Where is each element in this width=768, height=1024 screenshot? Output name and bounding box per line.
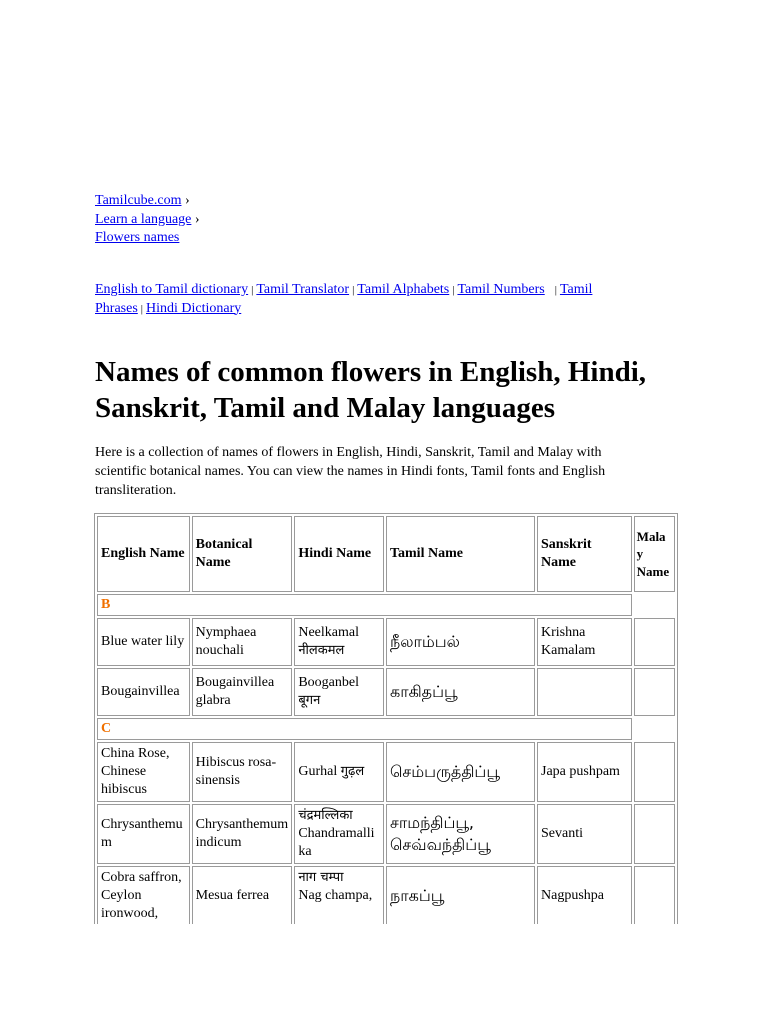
header-botanical: Botanical Name bbox=[192, 516, 293, 592]
breadcrumb-link-learn-language[interactable]: Learn a language bbox=[95, 211, 192, 227]
intro-paragraph: Here is a collection of names of flowers in English, Hindi, Sanskrit, Tamil and Malay with scientific botanical names. You can view the names in Hindi fonts, Tamil fonts and English transliteration. bbox=[95, 445, 606, 498]
breadcrumb-link-home[interactable]: Tamilcube.com bbox=[95, 193, 182, 208]
cell-sanskrit: Nagpushpa bbox=[537, 866, 632, 924]
table-row bbox=[97, 618, 675, 666]
cell-botanical: Mesua ferrea bbox=[192, 866, 293, 924]
page-title: Names of common flowers in English, Hindi, Sanskrit, Tamil and Malay languages bbox=[95, 356, 647, 424]
cell-botanical: Hibiscus rosa-sinensis bbox=[192, 742, 293, 802]
nav-separator: | bbox=[554, 284, 557, 296]
hindi-latin: Nag champa, bbox=[298, 888, 373, 903]
letter-row bbox=[97, 594, 675, 616]
cell-malay bbox=[634, 742, 675, 802]
table-row bbox=[97, 804, 675, 864]
cell-english: Chrysanthemum bbox=[97, 804, 190, 864]
hindi-latin: Booganbel bbox=[298, 675, 359, 690]
nav-separator: | bbox=[352, 284, 355, 296]
nav-separator: | bbox=[140, 302, 143, 315]
nav-link-tamil-numbers[interactable]: Tamil Numbers bbox=[457, 282, 545, 297]
nav-separator: | bbox=[251, 284, 254, 296]
cell-sanskrit: Japa pushpam bbox=[537, 742, 632, 802]
cell-english: Blue water lily bbox=[97, 618, 190, 666]
cell-tamil: நாகப்பூ bbox=[386, 866, 535, 924]
header-english: English Name bbox=[97, 516, 190, 592]
cell-malay bbox=[634, 618, 675, 666]
cell-hindi bbox=[294, 742, 384, 802]
empty-cell bbox=[634, 718, 675, 740]
cell-english: Cobra saffron, Ceylon ironwood, bbox=[97, 866, 190, 924]
cell-botanical: Nymphaea nouchali bbox=[192, 618, 293, 666]
cell-hindi bbox=[294, 804, 384, 864]
nav-link-hindi-dictionary[interactable]: Hindi Dictionary bbox=[145, 300, 242, 316]
cell-english: Bougainvillea bbox=[97, 668, 190, 716]
letter-heading-b: B bbox=[97, 594, 632, 616]
letter-row bbox=[97, 718, 675, 740]
table-row bbox=[97, 866, 675, 924]
table-row bbox=[97, 742, 675, 802]
flowers-table bbox=[94, 513, 678, 924]
header-sanskrit: Sanskrit Name bbox=[537, 516, 632, 592]
flowers-table-container bbox=[94, 513, 678, 924]
cell-hindi bbox=[294, 668, 384, 716]
nav-link-english-tamil-dictionary[interactable]: English to Tamil dictionary bbox=[95, 282, 249, 297]
empty-cell bbox=[634, 594, 675, 616]
table-header-row bbox=[97, 516, 675, 592]
hindi-devanagari: बूगन bbox=[298, 693, 321, 708]
breadcrumb bbox=[95, 192, 200, 248]
cell-botanical: Chrysanthemum indicum bbox=[192, 804, 293, 864]
breadcrumb-separator: › bbox=[185, 193, 190, 208]
header-malay: Malay Name bbox=[634, 516, 675, 592]
cell-english: China Rose, Chinese hibiscus bbox=[97, 742, 190, 802]
nav-link-tamil-translator[interactable]: Tamil Translator bbox=[256, 282, 350, 297]
table-row bbox=[97, 668, 675, 716]
hindi-devanagari: चंद्रमल्लिका bbox=[298, 808, 353, 823]
header-hindi: Hindi Name bbox=[294, 516, 384, 592]
hindi-devanagari: गुढ़ल bbox=[340, 764, 365, 779]
nav-links bbox=[95, 281, 655, 318]
breadcrumb-link-flowers-names[interactable]: Flowers names bbox=[95, 230, 180, 245]
hindi-latin: Gurhal bbox=[298, 764, 338, 779]
cell-tamil: சாமந்திப்பூ, செவ்வந்திப்பூ bbox=[386, 804, 535, 864]
cell-hindi bbox=[294, 618, 384, 666]
nav-separator: | bbox=[452, 284, 455, 296]
cell-sanskrit: Sevanti bbox=[537, 804, 632, 864]
nav-link-tamil-phrases[interactable]: Tamil Phrases bbox=[95, 282, 593, 316]
hindi-latin: Neelkamal bbox=[298, 625, 359, 640]
cell-tamil: நீலாம்பல் bbox=[386, 618, 535, 666]
cell-malay bbox=[634, 804, 675, 864]
cell-sanskrit: Krishna Kamalam bbox=[537, 618, 632, 666]
cell-botanical: Bougainvillea glabra bbox=[192, 668, 293, 716]
cell-malay bbox=[634, 668, 675, 716]
cell-malay bbox=[634, 866, 675, 924]
cell-tamil: செம்பருத்திப்பூ bbox=[386, 742, 535, 802]
header-tamil: Tamil Name bbox=[386, 516, 535, 592]
hindi-devanagari: नाग चम्पा bbox=[298, 870, 344, 885]
breadcrumb-separator: › bbox=[194, 211, 200, 227]
hindi-devanagari: नीलकमल bbox=[298, 643, 345, 658]
letter-heading-c: C bbox=[97, 718, 632, 740]
cell-sanskrit bbox=[537, 668, 632, 716]
nav-link-tamil-alphabets[interactable]: Tamil Alphabets bbox=[357, 282, 450, 297]
hindi-latin: Chandramallika bbox=[298, 826, 375, 859]
cell-hindi bbox=[294, 866, 384, 924]
cell-tamil: காகிதப்பூ bbox=[386, 668, 535, 716]
